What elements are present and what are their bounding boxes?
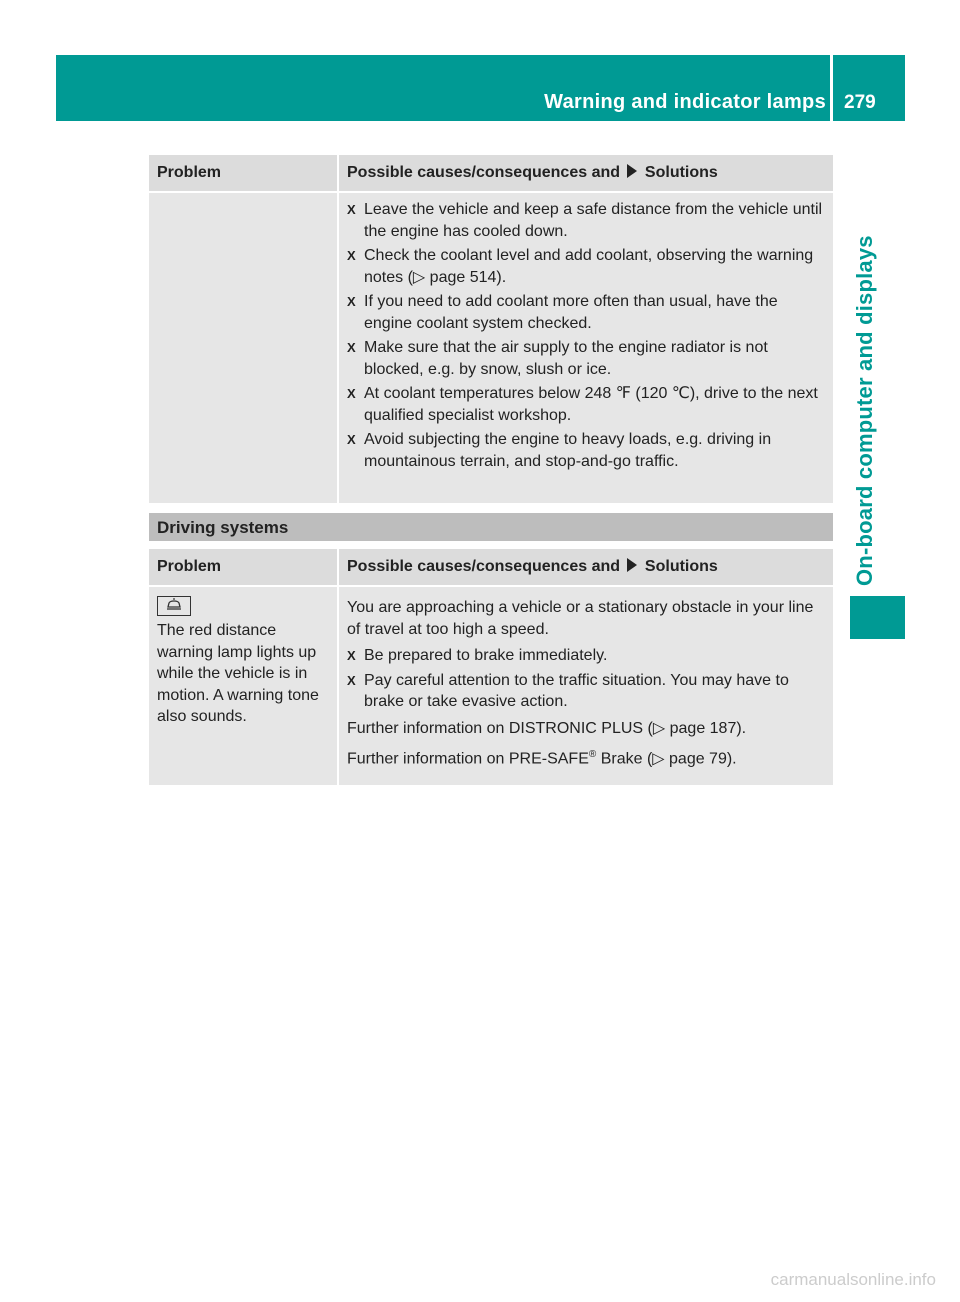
list-item: X Leave the vehicle and keep a safe distance from the vehicle until the engine has cooled down. xyxy=(347,201,823,240)
side-tab xyxy=(834,121,905,639)
table-row xyxy=(149,586,833,785)
header-bar xyxy=(56,55,905,121)
car-warning-icon xyxy=(165,597,183,611)
problem-description: The red distance warning lamp lights up while the vehicle is in motion. A warning tone also sounds. xyxy=(157,622,319,725)
header-divider xyxy=(830,55,833,121)
table-header-solutions: Possible causes/consequences and Solutions xyxy=(338,155,833,192)
section-title: Driving systems xyxy=(157,518,289,537)
table-header-problem: Problem xyxy=(149,549,338,586)
solutions-cell xyxy=(338,586,833,785)
table-row xyxy=(149,192,833,503)
side-tab-block xyxy=(850,596,905,639)
coolant-table xyxy=(149,155,833,503)
list-item: X Make sure that the air supply to the engine radiator is not blocked, e.g. by snow, slush or ice. xyxy=(347,339,768,378)
problem-cell xyxy=(149,192,338,503)
table-header-solutions: Possible causes/consequences and Solutions xyxy=(338,549,833,586)
list-item: X If you need to add coolant more often than usual, have the engine coolant system checked. xyxy=(347,293,778,332)
solutions-cell xyxy=(338,192,833,503)
section-heading xyxy=(149,513,833,541)
side-tab-label: On-board computer and displays xyxy=(852,235,877,586)
list-item: X Check the coolant level and add coolant, observing the warning notes (▷ page 514). xyxy=(347,247,814,286)
page-number: 279 xyxy=(844,92,876,113)
arrow-right-icon xyxy=(627,164,637,178)
list-item: X Avoid subjecting the engine to heavy loads, e.g. driving in mountainous terrain, and stop-and-go traffic. xyxy=(347,431,772,470)
list-item: X Pay careful attention to the traffic situation. You may have to brake or take evasive action. xyxy=(347,671,789,710)
arrow-right-icon xyxy=(627,558,637,572)
intro-text: You are approaching a vehicle or a stationary obstacle in your line of travel at too high a speed. xyxy=(347,599,814,638)
info-pre-safe: Further information on PRE-SAFE® Brake (▷ page 79). xyxy=(347,749,737,768)
info-distronic: Further information on DISTRONIC PLUS (▷ page 187). xyxy=(347,719,747,737)
driving-systems-table xyxy=(149,549,833,785)
watermark: carmanualsonline.info xyxy=(770,1270,936,1289)
distance-warning-lamp-icon xyxy=(157,596,191,616)
problem-cell xyxy=(149,586,338,785)
header-title: Warning and indicator lamps xyxy=(544,91,826,113)
list-item: X At coolant temperatures below 248 ℉ (120 ℃), drive to the next qualified specialist workshop. xyxy=(347,385,818,424)
list-item: X Be prepared to brake immediately. xyxy=(347,647,608,664)
table-header-problem: Problem xyxy=(149,155,338,192)
